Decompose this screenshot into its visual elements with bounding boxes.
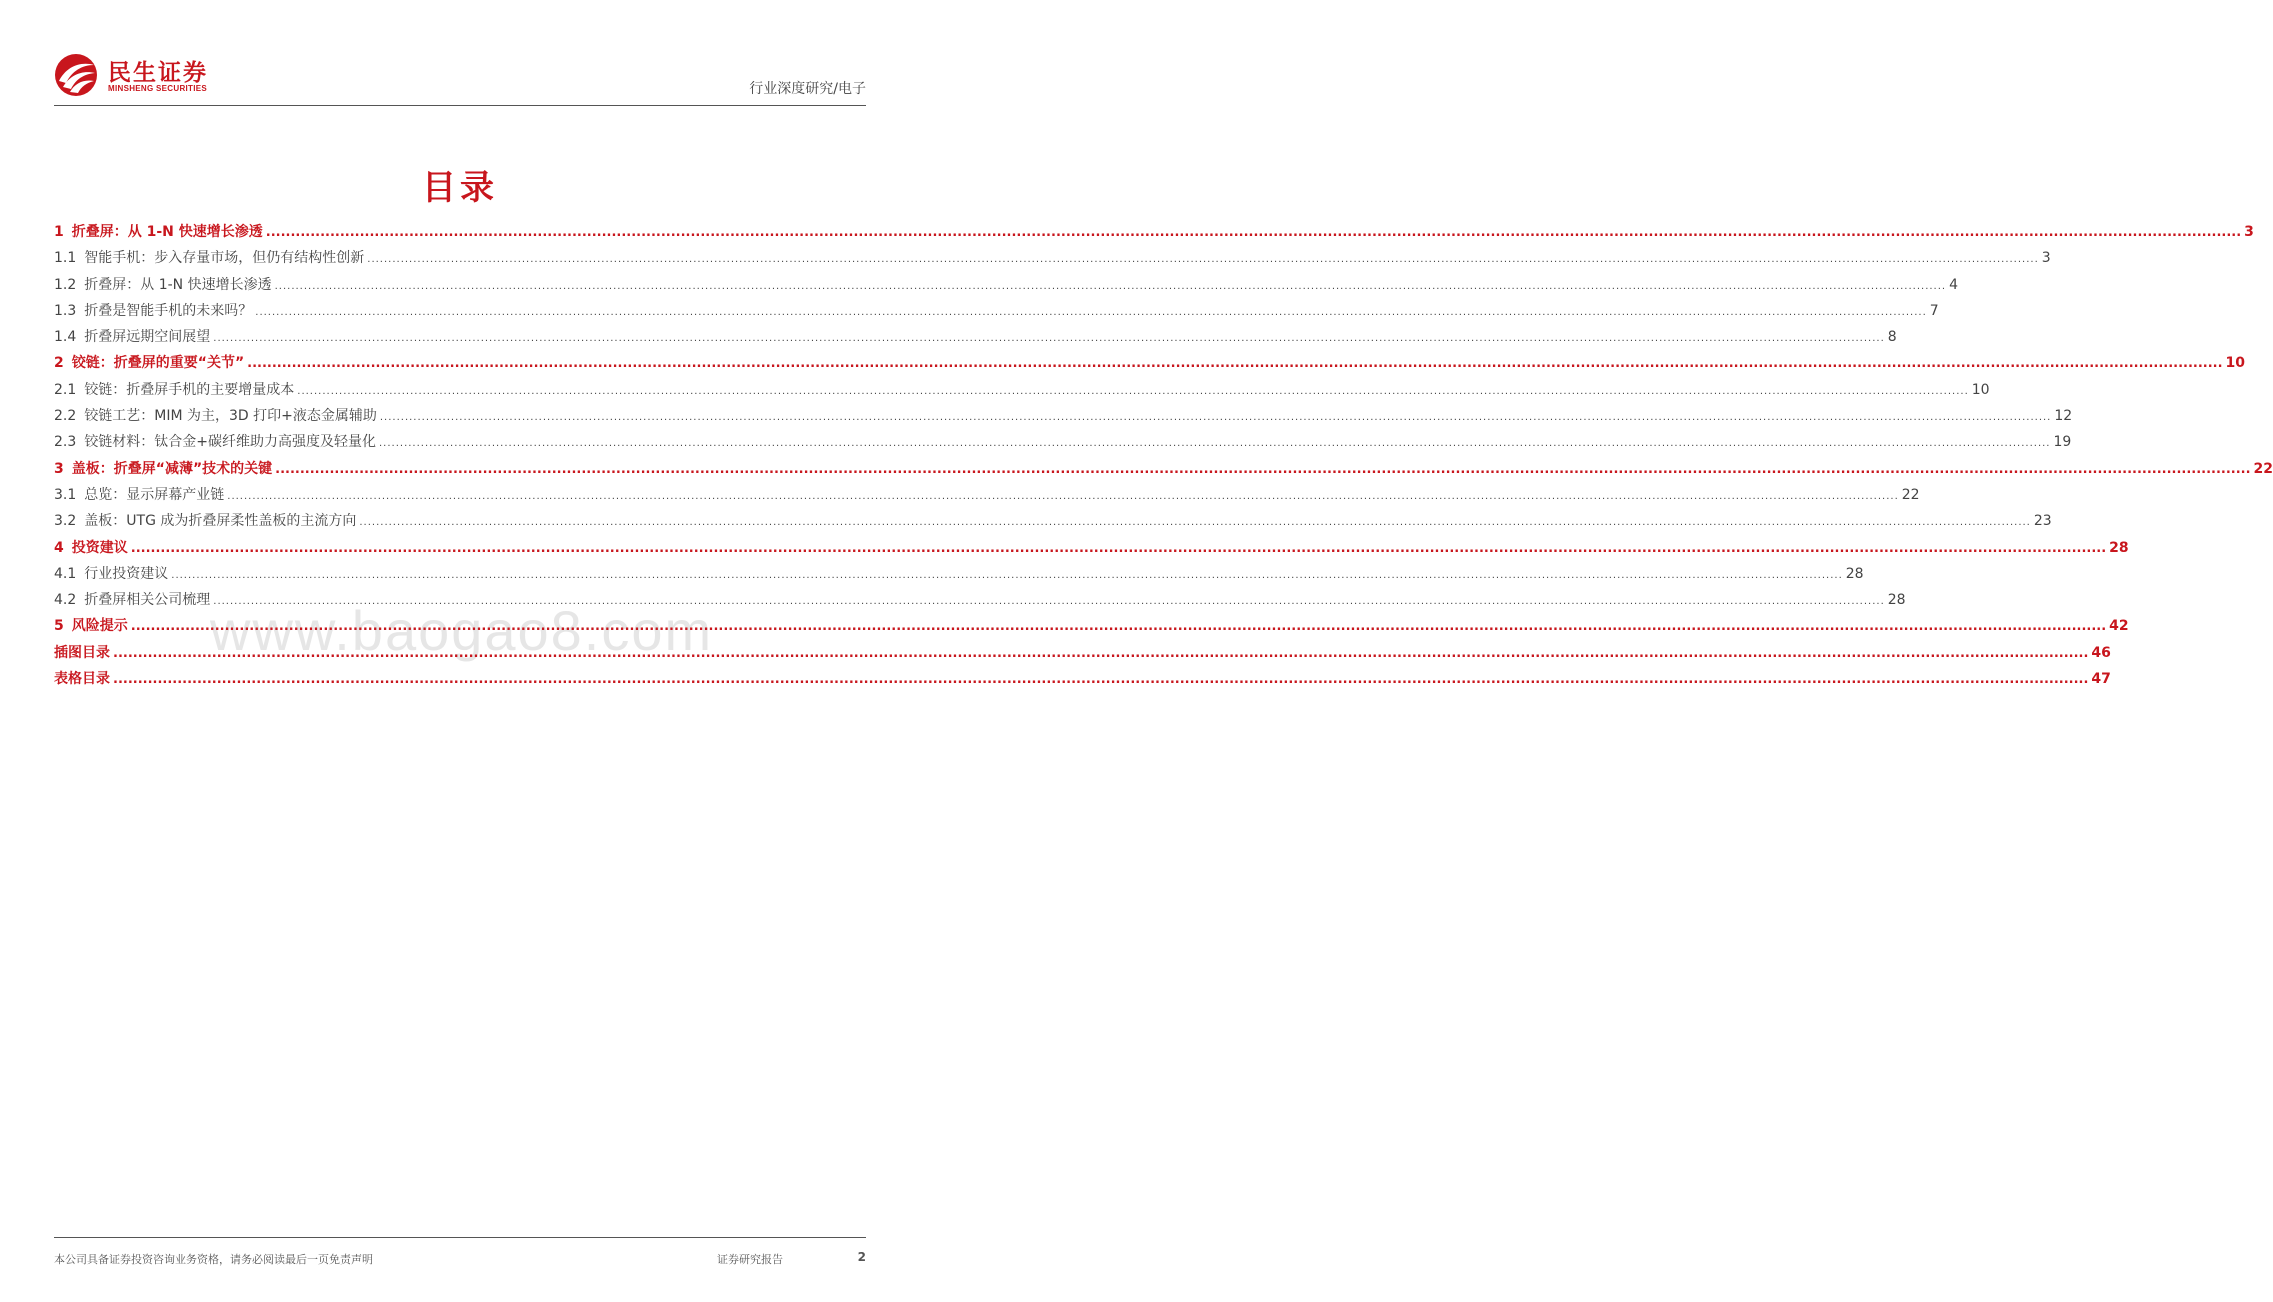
toc-entry-page: 10 bbox=[1971, 381, 1990, 398]
toc-entry-number: 2.3 bbox=[54, 434, 77, 451]
toc-entry-page: 23 bbox=[2033, 513, 2052, 530]
toc-entry-title: 折叠是智能手机的未来吗？ bbox=[84, 302, 253, 319]
toc-leader-dots: ................................................................................................................................................................................................................................................................................................................................................................................................................ bbox=[359, 517, 2031, 529]
toc-entry-page: 19 bbox=[2053, 434, 2072, 451]
footer-page-number: 2 bbox=[857, 1250, 866, 1264]
toc-entry-title: 表格目录 bbox=[54, 671, 110, 688]
toc-leader-dots: ................................................................................................................................................................................................................................................................................................................................................................................................................ bbox=[113, 645, 2089, 661]
table-of-contents bbox=[54, 221, 2273, 694]
footer-divider bbox=[54, 1237, 866, 1238]
toc-entry[interactable] bbox=[54, 510, 2052, 536]
report-category: 行业深度研究/电子 bbox=[749, 81, 866, 97]
toc-entry[interactable] bbox=[54, 352, 2246, 378]
page-header bbox=[54, 50, 866, 106]
toc-entry-page: 28 bbox=[2109, 539, 2129, 556]
toc-entry-page: 10 bbox=[2225, 355, 2246, 372]
toc-entry-title: 总览：显示屏幕产业链 bbox=[84, 486, 225, 503]
toc-entry[interactable] bbox=[54, 563, 1864, 589]
toc-entry[interactable] bbox=[54, 326, 1897, 352]
toc-entry-title: 铰链：折叠屏的重要“关节” bbox=[71, 355, 245, 372]
toc-entry[interactable] bbox=[54, 274, 1959, 300]
toc-entry[interactable] bbox=[54, 458, 2273, 484]
toc-entry-number: 1.2 bbox=[54, 276, 77, 293]
toc-entry-title: 折叠屏远期空间展望 bbox=[84, 329, 211, 346]
toc-entry-number: 3.1 bbox=[54, 486, 77, 503]
toc-entry-number: 2 bbox=[54, 355, 64, 372]
toc-leader-dots: ................................................................................................................................................................................................................................................................................................................................................................................................................ bbox=[379, 438, 2051, 450]
toc-entry-number: 2.2 bbox=[54, 408, 77, 425]
toc-entry-page: 42 bbox=[2109, 618, 2129, 635]
toc-entry-number: 2.1 bbox=[54, 381, 77, 398]
toc-leader-dots: ................................................................................................................................................................................................................................................................................................................................................................................................................ bbox=[130, 619, 2107, 635]
toc-entry-number: 4.1 bbox=[54, 565, 77, 582]
toc-entry-page: 8 bbox=[1887, 329, 1897, 346]
toc-entry-number: 4.2 bbox=[54, 592, 77, 609]
toc-entry-number: 5 bbox=[54, 618, 64, 635]
toc-entry[interactable] bbox=[54, 642, 2111, 668]
brand-name-en: MINSHENG SECURITIES bbox=[108, 84, 208, 93]
toc-entry-page: 7 bbox=[1929, 302, 1939, 319]
toc-entry[interactable] bbox=[54, 537, 2129, 563]
toc-leader-dots: ................................................................................................................................................................................................................................................................................................................................................................................................................ bbox=[130, 540, 2107, 556]
toc-entry[interactable] bbox=[54, 405, 2073, 431]
toc-entry[interactable] bbox=[54, 484, 1920, 510]
toc-entry-page: 4 bbox=[1949, 276, 1959, 293]
toc-entry-title: 折叠屏：从 1-N 快速增长渗透 bbox=[84, 276, 272, 293]
toc-leader-dots: ................................................................................................................................................................................................................................................................................................................................................................................................................ bbox=[265, 225, 2242, 240]
toc-entry-page: 22 bbox=[2253, 460, 2273, 477]
toc-entry-number: 1.1 bbox=[54, 250, 77, 267]
toc-entry-page: 28 bbox=[1887, 592, 1906, 609]
toc-entry-number: 1.4 bbox=[54, 329, 77, 346]
toc-entry-title: 智能手机：步入存量市场，但仍有结构性创新 bbox=[84, 250, 365, 267]
toc-leader-dots: ................................................................................................................................................................................................................................................................................................................................................................................................................ bbox=[171, 569, 1843, 581]
toc-entry-number: 1.3 bbox=[54, 302, 77, 319]
toc-entry[interactable] bbox=[54, 379, 1990, 405]
toc-entry[interactable] bbox=[54, 668, 2111, 694]
toc-entry[interactable] bbox=[54, 221, 2254, 247]
toc-entry-title: 折叠屏相关公司梳理 bbox=[84, 592, 211, 609]
toc-entry-title: 盖板：折叠屏“减薄”技术的关键 bbox=[71, 460, 273, 477]
toc-entry-page: 3 bbox=[2041, 250, 2051, 267]
brand-logo bbox=[54, 50, 224, 102]
toc-entry[interactable] bbox=[54, 431, 2072, 457]
toc-leader-dots: ................................................................................................................................................................................................................................................................................................................................................................................................................ bbox=[213, 333, 1885, 345]
toc-entry-title: 铰链：折叠屏手机的主要增量成本 bbox=[84, 381, 295, 398]
toc-entry-title: 盖板：UTG 成为折叠屏柔性盖板的主流方向 bbox=[84, 513, 357, 530]
toc-leader-dots: ................................................................................................................................................................................................................................................................................................................................................................................................................ bbox=[379, 412, 2052, 424]
toc-leader-dots: ................................................................................................................................................................................................................................................................................................................................................................................................................ bbox=[227, 490, 1899, 502]
minsheng-logo-icon bbox=[54, 53, 98, 97]
toc-entry-title: 铰链工艺：MIM 为主，3D 打印+液态金属辅助 bbox=[84, 408, 377, 425]
toc-entry-page: 3 bbox=[2244, 224, 2254, 240]
header-divider bbox=[54, 105, 866, 106]
toc-entry-title: 行业投资建议 bbox=[84, 565, 169, 582]
toc-entry-title: 投资建议 bbox=[71, 539, 128, 556]
toc-entry-number: 3 bbox=[54, 460, 64, 477]
footer-report-type: 证券研究报告 bbox=[717, 1253, 783, 1266]
toc-entry-number: 4 bbox=[54, 539, 64, 556]
toc-leader-dots: ................................................................................................................................................................................................................................................................................................................................................................................................................ bbox=[275, 461, 2251, 477]
toc-entry-number: 3.2 bbox=[54, 513, 77, 530]
toc-leader-dots: ................................................................................................................................................................................................................................................................................................................................................................................................................ bbox=[367, 254, 2039, 266]
toc-entry-page: 47 bbox=[2091, 671, 2111, 688]
toc-leader-dots: ................................................................................................................................................................................................................................................................................................................................................................................................................ bbox=[255, 306, 1927, 318]
footer-disclaimer: 本公司具备证券投资咨询业务资格，请务必阅读最后一页免责声明 bbox=[54, 1253, 373, 1266]
toc-leader-dots: ................................................................................................................................................................................................................................................................................................................................................................................................................ bbox=[213, 596, 1885, 608]
watermark: www.baogao8.com bbox=[210, 599, 714, 662]
toc-entry[interactable] bbox=[54, 247, 2051, 273]
toc-entry-title: 插图目录 bbox=[54, 644, 110, 661]
toc-entry-page: 12 bbox=[2054, 408, 2073, 425]
toc-entry-page: 28 bbox=[1845, 565, 1864, 582]
toc-entry[interactable] bbox=[54, 589, 1906, 615]
toc-leader-dots: ................................................................................................................................................................................................................................................................................................................................................................................................................ bbox=[274, 280, 1947, 292]
toc-entry[interactable] bbox=[54, 615, 2129, 641]
toc-leader-dots: ................................................................................................................................................................................................................................................................................................................................................................................................................ bbox=[247, 356, 2223, 372]
toc-entry-title: 铰链材料：钛合金+碳纤维助力高强度及轻量化 bbox=[84, 434, 376, 451]
toc-leader-dots: ................................................................................................................................................................................................................................................................................................................................................................................................................ bbox=[297, 385, 1969, 397]
toc-leader-dots: ................................................................................................................................................................................................................................................................................................................................................................................................................ bbox=[113, 672, 2089, 688]
toc-title: 目录 bbox=[422, 168, 498, 208]
toc-entry-page: 46 bbox=[2091, 644, 2111, 661]
toc-entry-title: 风险提示 bbox=[71, 618, 128, 635]
toc-entry[interactable] bbox=[54, 300, 1939, 326]
brand-name-cn: 民生证券 bbox=[108, 60, 208, 86]
toc-entry-page: 22 bbox=[1901, 486, 1920, 503]
toc-entry-number: 1 bbox=[54, 224, 64, 240]
toc-entry-title: 折叠屏：从 1-N 快速增长渗透 bbox=[71, 224, 263, 240]
